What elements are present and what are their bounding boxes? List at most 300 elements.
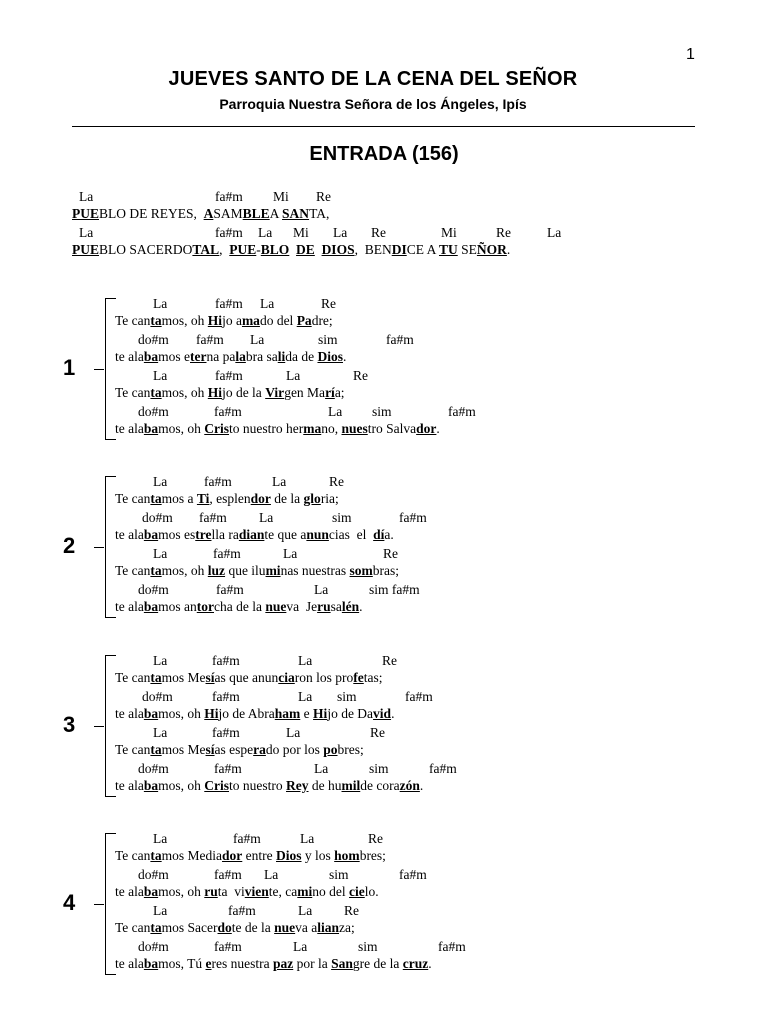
header-divider <box>72 126 695 127</box>
stressed-syllable: luz <box>207 563 226 578</box>
stressed-syllable: ma <box>303 421 322 436</box>
lyric-text: gre de la <box>352 956 403 971</box>
chord-label: do#m <box>138 867 169 882</box>
verse-line <box>115 527 394 543</box>
lyric-text: a; <box>334 385 345 400</box>
stressed-syllable: BLO <box>260 242 290 257</box>
parish-subtitle: Parroquia Nuestra Señora de los Ángeles, Ipís <box>219 96 527 112</box>
stressed-syllable: ma <box>241 313 260 328</box>
chord-label: fa#m <box>215 296 243 311</box>
stressed-syllable: ba <box>143 349 159 364</box>
lyric-text: gen Ma <box>284 385 326 400</box>
lyric-text: na pa <box>206 349 236 364</box>
chord-label: La <box>314 761 329 776</box>
lyric-text: no del <box>312 884 350 899</box>
lyric-text: . <box>359 599 363 614</box>
lyric-text: do por los <box>265 742 324 757</box>
chord-label: fa#m <box>216 582 244 597</box>
lyric-text: mos, oh <box>158 421 205 436</box>
chord-label: La <box>333 225 348 240</box>
lyric-text: que ilu <box>225 563 266 578</box>
chord-label: La <box>286 368 301 383</box>
chord-label: La <box>283 546 298 561</box>
lyric-text: ria; <box>320 491 339 506</box>
verse-line <box>115 706 394 722</box>
lyric-text: , esplen <box>209 491 251 506</box>
lyric-text: va Je <box>286 599 318 614</box>
lyric-text: . <box>436 421 440 436</box>
lyric-text: Te can <box>115 563 151 578</box>
stressed-syllable: nue <box>274 920 296 935</box>
lyric-text: te ala <box>115 778 144 793</box>
stressed-syllable: Hi <box>207 313 223 328</box>
chord-label: fa#m <box>386 332 414 347</box>
chord-label: fa#m <box>215 189 243 204</box>
document-title: JUEVES SANTO DE LA CENA DEL SEÑOR <box>168 68 578 90</box>
lyric-text: mos Me <box>161 670 206 685</box>
verse-bracket <box>105 476 116 618</box>
verse-line <box>115 349 346 365</box>
chord-label: fa#m <box>212 725 240 740</box>
chord-label: fa#m <box>399 510 427 525</box>
lyric-text: . <box>342 349 347 364</box>
chord-label: La <box>314 582 329 597</box>
chord-label: La <box>260 296 275 311</box>
stressed-syllable: Dios <box>276 848 302 863</box>
lyric-text: jo de la <box>222 385 266 400</box>
chord-label: La <box>547 225 562 240</box>
stressed-syllable: vien <box>244 884 269 899</box>
stressed-syllable: lén <box>341 599 360 614</box>
stressed-syllable: nun <box>306 527 329 542</box>
stressed-syllable: Vir <box>265 385 285 400</box>
lyric-text: tro Salva <box>367 421 417 436</box>
stressed-syllable: ta <box>150 313 162 328</box>
lyric-text: mos, oh <box>161 313 208 328</box>
chord-label: La <box>298 653 313 668</box>
stressed-syllable: ba <box>143 884 159 899</box>
chord-label: Re <box>382 653 397 668</box>
stressed-syllable: do <box>217 920 232 935</box>
bracket-pointer <box>94 369 104 370</box>
stressed-syllable: mi <box>297 884 313 899</box>
chord-label: La <box>153 725 168 740</box>
stressed-syllable: nues <box>341 421 368 436</box>
stressed-syllable: e <box>205 956 212 971</box>
stressed-syllable: ra <box>253 742 266 757</box>
lyric-text: mos Sacer <box>161 920 218 935</box>
stressed-syllable: sí <box>205 670 215 685</box>
lyric-text: TA, <box>309 206 330 221</box>
chord-label: do#m <box>142 510 173 525</box>
stressed-syllable: DIOS <box>321 242 355 257</box>
verse-line <box>115 421 440 437</box>
chord-label: La <box>293 939 308 954</box>
stressed-syllable: ba <box>143 778 159 793</box>
verse-line <box>115 884 379 900</box>
stressed-syllable: TU <box>438 242 458 257</box>
lyric-text: lo. <box>364 884 379 899</box>
lyric-text: mos, Tú <box>158 956 206 971</box>
stressed-syllable: som <box>349 563 373 578</box>
chord-label: La <box>153 653 168 668</box>
lyric-text: Te can <box>115 313 151 328</box>
stressed-syllable: DI <box>391 242 407 257</box>
verse-line <box>115 313 333 329</box>
verse-number: 3 <box>63 712 76 737</box>
lyric-text: va a <box>295 920 318 935</box>
stressed-syllable: cia <box>278 670 295 685</box>
chord-label: fa#m <box>233 831 261 846</box>
chord-label: La <box>258 225 273 240</box>
chord-label: Re <box>368 831 383 846</box>
lyric-text: bras; <box>372 563 400 578</box>
chord-label: La <box>153 368 168 383</box>
stressed-syllable: rí <box>325 385 335 400</box>
chord-label: sim <box>369 761 389 776</box>
stressed-syllable: ta <box>150 491 162 506</box>
lyric-text: . <box>391 706 395 721</box>
chord-label: sim <box>332 510 352 525</box>
verse-line <box>115 956 432 972</box>
chord-label: sim <box>358 939 378 954</box>
chord-label: do#m <box>138 939 169 954</box>
lyric-text: , BEN <box>354 242 392 257</box>
lyric-text: entre <box>242 848 277 863</box>
chord-label: do#m <box>138 404 169 419</box>
stressed-syllable: ta <box>150 385 162 400</box>
chord-label: Re <box>383 546 398 561</box>
lyric-text: mos, oh <box>158 778 205 793</box>
chord-label: sim <box>329 867 349 882</box>
stressed-syllable: PUE <box>72 206 99 221</box>
song-heading: ENTRADA (156) <box>309 143 459 165</box>
chord-label: Mi <box>273 189 289 204</box>
lyric-text: mos Me <box>161 742 206 757</box>
stressed-syllable: zón <box>399 778 420 793</box>
lyric-text: mos es <box>158 527 196 542</box>
lyric-text: te ala <box>115 956 144 971</box>
chord-label: fa#m <box>196 332 224 347</box>
chord-label: La <box>153 831 168 846</box>
lyric-text: jo de Da <box>327 706 374 721</box>
lyric-text: de cora <box>360 778 400 793</box>
lyric-text: de la <box>270 491 304 506</box>
lyric-text: ta vi <box>217 884 245 899</box>
stressed-syllable: fe <box>353 670 364 685</box>
lyric-text: mos, oh <box>158 884 205 899</box>
stressed-syllable: ba <box>143 599 159 614</box>
stressed-syllable: tre <box>195 527 212 542</box>
lyric-text: te ala <box>115 421 144 436</box>
lyric-text: te ala <box>115 349 144 364</box>
stressed-syllable: ta <box>150 563 162 578</box>
chord-label: fa#m <box>214 939 242 954</box>
lyric-text: te ala <box>115 599 144 614</box>
chord-label: fa#m <box>215 225 243 240</box>
chord-label: fa#m <box>214 404 242 419</box>
bracket-pointer <box>94 904 104 905</box>
stressed-syllable: Rey <box>286 778 309 793</box>
stressed-syllable: TAL <box>192 242 220 257</box>
stressed-syllable: po <box>323 742 338 757</box>
chord-label: fa#m <box>214 867 242 882</box>
stressed-syllable: hom <box>334 848 360 863</box>
chord-label: fa#m <box>213 546 241 561</box>
lyric-text: SE <box>457 242 477 257</box>
stressed-syllable: cruz <box>402 956 429 971</box>
lyric-text: BLO DE REYES, <box>99 206 204 221</box>
chord-label: sim <box>337 689 357 704</box>
bracket-pointer <box>94 726 104 727</box>
chord-label: La <box>272 474 287 489</box>
lyric-text: no, <box>321 421 342 436</box>
chord-label: fa#m <box>429 761 457 776</box>
verse-line <box>115 920 355 936</box>
lyric-text: cha de la <box>214 599 266 614</box>
stressed-syllable: ba <box>143 527 159 542</box>
stressed-syllable: paz <box>273 956 294 971</box>
stressed-syllable: Hi <box>313 706 328 721</box>
chord-label: fa#m <box>438 939 466 954</box>
lyric-text: jo de Abra <box>218 706 275 721</box>
stressed-syllable: A <box>203 206 214 221</box>
refrain-line <box>72 206 329 222</box>
stressed-syllable: lian <box>317 920 340 935</box>
lyric-text: te de la <box>231 920 275 935</box>
lyric-text: BLO SACERDO <box>99 242 193 257</box>
stressed-syllable: ru <box>317 599 331 614</box>
chord-label: La <box>153 546 168 561</box>
lyric-text: a. <box>384 527 394 542</box>
lyric-text: mos Media <box>161 848 223 863</box>
stressed-syllable: mi <box>265 563 281 578</box>
lyric-text: to nuestro her <box>229 421 304 436</box>
stressed-syllable: Hi <box>207 385 223 400</box>
stressed-syllable: Pa <box>296 313 312 328</box>
chord-label: La <box>298 903 313 918</box>
lyric-text: Te can <box>115 920 151 935</box>
lyric-text: mos e <box>158 349 190 364</box>
lyric-text: de hu <box>308 778 342 793</box>
lyric-text: res nuestra <box>211 956 273 971</box>
stressed-syllable: dor <box>222 848 243 863</box>
stressed-syllable: Cris <box>204 778 230 793</box>
lyric-text: te ala <box>115 884 144 899</box>
chord-label: do#m <box>142 689 173 704</box>
page-number: 1 <box>686 46 695 63</box>
chord-label: La <box>328 404 343 419</box>
lyric-text: y los <box>301 848 335 863</box>
stressed-syllable: Dios <box>317 349 343 364</box>
chord-label: Mi <box>293 225 309 240</box>
stressed-syllable: SAN <box>282 206 310 221</box>
lyric-text: mos a <box>161 491 197 506</box>
chord-label: Re <box>344 903 359 918</box>
lyric-text: te, ca <box>268 884 298 899</box>
stressed-syllable: Cris <box>204 421 230 436</box>
lyric-text: do del <box>259 313 297 328</box>
lyric-text: Te can <box>115 385 151 400</box>
lyric-text: - <box>256 242 261 257</box>
chord-label: do#m <box>138 582 169 597</box>
chord-label: Mi <box>441 225 457 240</box>
lyric-text: cias el <box>328 527 374 542</box>
stressed-syllable: dor <box>416 421 437 436</box>
stressed-syllable: DE <box>296 242 315 257</box>
verse-line <box>115 491 339 507</box>
verse-line <box>115 563 399 579</box>
chord-label: fa#m <box>212 689 240 704</box>
lyric-text: tas; <box>363 670 383 685</box>
lyric-text: ron los pro <box>294 670 354 685</box>
lyric-text: jo a <box>222 313 242 328</box>
stressed-syllable: ham <box>274 706 301 721</box>
stressed-syllable: mil <box>341 778 361 793</box>
chord-label: La <box>259 510 274 525</box>
chord-label: do#m <box>138 761 169 776</box>
stressed-syllable: dí <box>373 527 385 542</box>
chord-label: fa#m <box>214 761 242 776</box>
lyric-text: . <box>419 778 424 793</box>
stressed-syllable: ba <box>143 421 159 436</box>
verse-bracket <box>105 655 116 797</box>
lyric-text: A <box>269 206 283 221</box>
lyric-text: mos, oh <box>161 385 208 400</box>
verse-bracket <box>105 298 116 440</box>
lyric-text: . <box>506 242 511 257</box>
lyric-text: por la <box>293 956 332 971</box>
chord-label: Re <box>316 189 331 204</box>
lyric-text: sa <box>330 599 342 614</box>
lyric-text: as que anun <box>214 670 279 685</box>
stressed-syllable: ÑOR <box>476 242 507 257</box>
stressed-syllable: ta <box>150 670 162 685</box>
stressed-syllable: li <box>277 349 286 364</box>
stressed-syllable: sí <box>205 742 215 757</box>
chord-label: La <box>79 225 94 240</box>
chord-label: La <box>286 725 301 740</box>
lyric-text: , <box>219 242 230 257</box>
verse-line <box>115 385 345 401</box>
verse-bracket <box>105 833 116 975</box>
chord-label: Re <box>329 474 344 489</box>
stressed-syllable: PUE <box>72 242 99 257</box>
lyric-text: to nuestro <box>229 778 287 793</box>
verse-line <box>115 778 423 794</box>
chord-label: La <box>153 474 168 489</box>
stressed-syllable: ta <box>150 742 162 757</box>
lyric-text: . <box>428 956 432 971</box>
stressed-syllable: dor <box>250 491 271 506</box>
stressed-syllable: nue <box>265 599 287 614</box>
chord-label: Re <box>321 296 336 311</box>
stressed-syllable: glo <box>303 491 321 506</box>
chord-label: fa#m <box>215 368 243 383</box>
chord-label: fa#m <box>199 510 227 525</box>
chord-label: La <box>264 867 279 882</box>
chord-label: sim <box>318 332 338 347</box>
lyric-text: Te can <box>115 848 151 863</box>
chord-label: Re <box>370 725 385 740</box>
chord-label: Re <box>371 225 386 240</box>
chord-label: La <box>250 332 265 347</box>
lyric-text: mos, oh <box>158 706 205 721</box>
lyric-text: te que a <box>264 527 307 542</box>
chord-label: fa#m <box>399 867 427 882</box>
lyric-text: nas nuestras <box>280 563 350 578</box>
lyric-text: lla ra <box>211 527 239 542</box>
chord-label: fa#m <box>405 689 433 704</box>
verse-number: 1 <box>63 355 76 380</box>
stressed-syllable: Ti <box>196 491 210 506</box>
verse-line <box>115 742 364 758</box>
stressed-syllable: cie <box>349 884 365 899</box>
chord-label: sim fa#m <box>369 582 420 597</box>
chord-label: La <box>79 189 94 204</box>
verse-line <box>115 848 386 864</box>
chord-label: La <box>298 689 313 704</box>
verse-number: 4 <box>63 890 76 915</box>
lyric-text: as espe <box>214 742 254 757</box>
chord-label: do#m <box>138 332 169 347</box>
stressed-syllable: BLE <box>242 206 270 221</box>
chord-label: fa#m <box>228 903 256 918</box>
lyric-text: Te can <box>115 742 151 757</box>
refrain-line <box>72 242 510 258</box>
lyric-text: te ala <box>115 527 144 542</box>
stressed-syllable: vid <box>373 706 392 721</box>
lyric-text: da de <box>285 349 318 364</box>
stressed-syllable: ter <box>190 349 207 364</box>
stressed-syllable: la <box>235 349 246 364</box>
stressed-syllable: ba <box>143 956 159 971</box>
lyric-text: Te can <box>115 491 151 506</box>
stressed-syllable: Hi <box>204 706 219 721</box>
lyric-text <box>315 242 322 257</box>
bracket-pointer <box>94 547 104 548</box>
lyric-text: te ala <box>115 706 144 721</box>
stressed-syllable: dian <box>238 527 265 542</box>
chord-label: La <box>300 831 315 846</box>
lyric-text: bres; <box>359 848 386 863</box>
verse-line <box>115 599 363 615</box>
stressed-syllable: ru <box>204 884 218 899</box>
stressed-syllable: tor <box>196 599 214 614</box>
lyric-text: e <box>300 706 314 721</box>
verse-number: 2 <box>63 533 76 558</box>
lyric-text: Te can <box>115 670 151 685</box>
chord-label: La <box>153 903 168 918</box>
chord-label: Re <box>496 225 511 240</box>
chord-label: sim <box>372 404 392 419</box>
lyric-text: bres; <box>337 742 364 757</box>
lyric-text: mos an <box>158 599 197 614</box>
lyric-text: dre; <box>311 313 333 328</box>
lyric-text: bra sa <box>245 349 278 364</box>
lyric-text: za; <box>339 920 355 935</box>
stressed-syllable: PUE <box>229 242 257 257</box>
lyric-text: CE A <box>406 242 439 257</box>
lyric-text: mos, oh <box>161 563 208 578</box>
chord-label: fa#m <box>204 474 232 489</box>
stressed-syllable: ba <box>143 706 159 721</box>
verse-line <box>115 670 383 686</box>
chord-label: Re <box>353 368 368 383</box>
stressed-syllable: ta <box>150 920 162 935</box>
stressed-syllable: San <box>331 956 353 971</box>
chord-label: La <box>153 296 168 311</box>
